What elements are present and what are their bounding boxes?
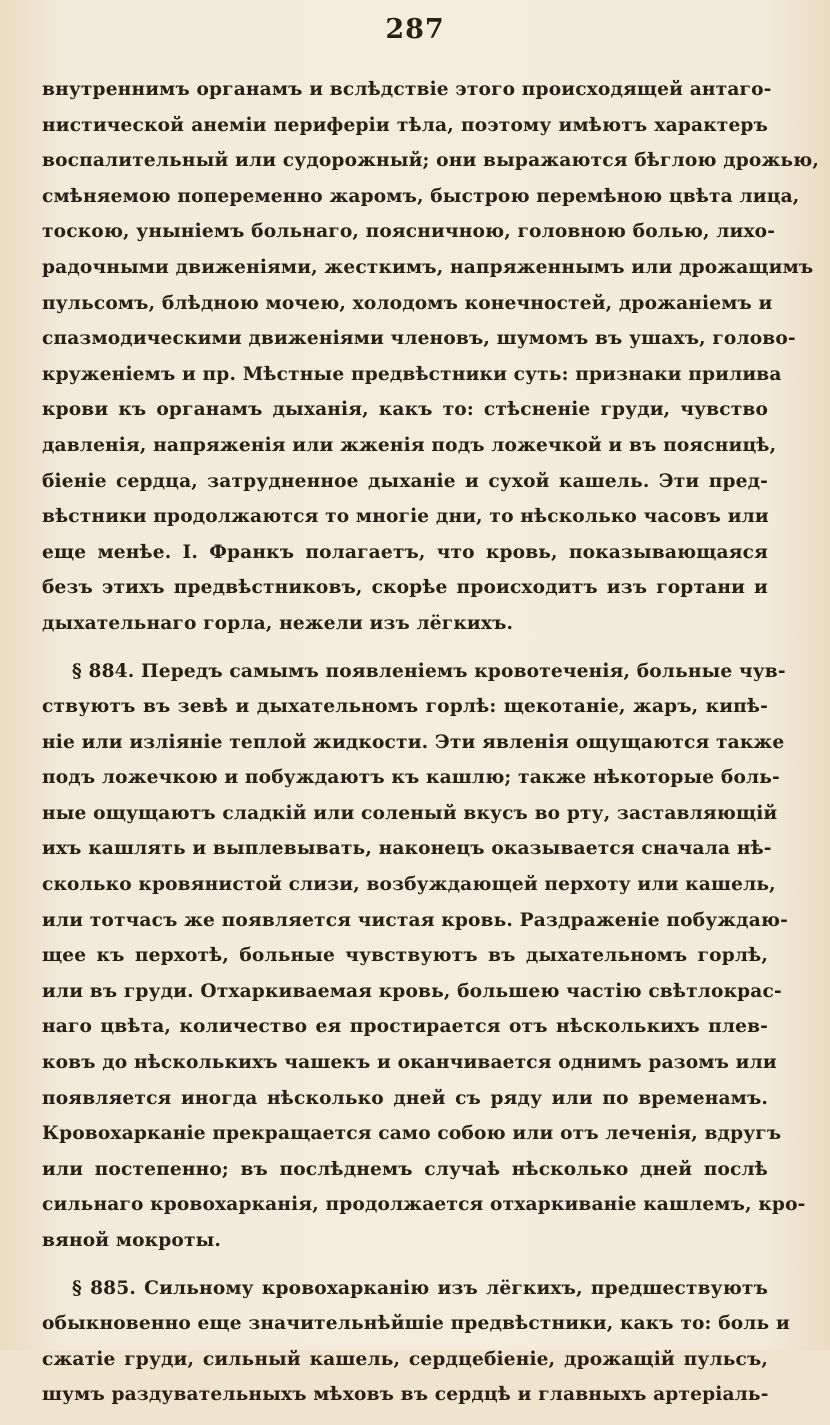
- text-line: нистической анеміи периферіи тѣла, поэтому имѣютъ характеръ: [42, 114, 768, 136]
- text-line: воспалительный или судорожный; они выражаются бѣглою дрожью,: [42, 150, 820, 172]
- text-line: или тотчасъ же появляется чистая кровь. Раздраженіе побуждаю-: [42, 909, 788, 931]
- text-line: ные ощущаютъ сладкій или соленый вкусъ во рту, заставляющій: [42, 802, 778, 824]
- text-line: Кровохарканіе прекращается само собою или отъ леченія, вдругъ: [42, 1123, 782, 1145]
- text-line: сильнаго кровохарканія, продолжается отхаркиваніе кашлемъ, кро-: [42, 1194, 806, 1216]
- body-text: [42, 72, 820, 1425]
- paragraph-884: [42, 654, 806, 1259]
- text-line: крови къ органамъ дыханія, какъ то: стѣсненіе груди, чувство: [42, 399, 768, 421]
- text-line: щее къ перхотѣ, больные чувствуютъ въ дыхательномъ горлѣ,: [42, 945, 768, 967]
- text-line: біеніе сердца, затрудненное дыханіе и сухой кашель. Эти пред-: [42, 470, 768, 492]
- text-line: ковъ до нѣсколькихъ чашекъ и оканчивается однимъ разомъ или: [42, 1052, 777, 1074]
- page-number: 287: [385, 14, 445, 45]
- text-line: шумъ раздувательныхъ мѣховъ въ сердцѣ и главныхъ артеріаль-: [42, 1384, 769, 1406]
- text-line: наго цвѣта, количество ея простирается отъ нѣсколькихъ плев-: [42, 1016, 768, 1038]
- text-line: пульсомъ, блѣдною мочею, холодомъ конечностей, дрожаніемъ и: [42, 292, 773, 314]
- text-line: § 885. Сильному кровохарканію изъ лёгкихъ, предшествуютъ: [72, 1277, 768, 1299]
- text-line: сжатіе груди, сильный кашель, сердцебіеніе, дрожащій пульсъ,: [42, 1348, 768, 1370]
- text-line: появляется иногда нѣсколько дней съ ряду или по временамъ.: [42, 1087, 768, 1109]
- text-line: дыхательнаго горла, нежели изъ лёгкихъ.: [42, 612, 514, 634]
- text-line: радочными движеніями, жесткимъ, напряженнымъ или дрожащимъ: [42, 256, 814, 278]
- text-line: подъ ложечкою и побуждаютъ къ кашлю; также нѣкоторые боль-: [42, 767, 780, 789]
- text-line: круженіемъ и пр. Мѣстные предвѣстники суть: признаки прилива: [42, 363, 782, 385]
- text-line: или въ груди. Отхаркиваемая кровь, большею частію свѣтлокрас-: [42, 980, 782, 1002]
- text-line: вяной мокроты.: [42, 1230, 222, 1251]
- text-line: ствуютъ въ зевѣ и дыхательномъ горлѣ: щекотаніе, жаръ, кипѣ-: [42, 696, 768, 718]
- text-line: или постепенно; въ послѣднемъ случаѣ нѣсколько дней послѣ: [42, 1158, 768, 1180]
- text-line: обыкновенно еще значительнѣйшіе предвѣстники, какъ то: боль и: [42, 1313, 790, 1335]
- text-line: тоскою, унынiемъ больнаго, поясничною, головною болью, лихо-: [42, 221, 776, 243]
- text-line: смѣняемою попеременно жаромъ, быстрою перемѣною цвѣта лица,: [42, 185, 800, 207]
- paragraph-1: [42, 72, 820, 642]
- text-line: спазмодическими движеніями членовъ, шумомъ въ ушахъ, голово-: [42, 328, 796, 350]
- text-line: безъ этихъ предвѣстниковъ, скорѣе происходитъ изъ гортани и: [42, 577, 768, 599]
- text-line: еще менѣе. І. Франкъ полагаетъ, что кровь, показывающаяся: [42, 541, 768, 563]
- text-line: внутреннимъ органамъ и вслѣдствіе этого происходящей антаго-: [42, 79, 772, 100]
- text-line: ихъ кашлять и выплевывать, наконецъ оказывается сначала нѣ-: [42, 838, 772, 860]
- paragraph-885: [42, 1271, 790, 1413]
- text-line: § 884. Передъ самымъ появленіемъ кровотеченія, больные чув-: [72, 660, 786, 682]
- text-line: сколько кровянистой слизи, возбуждающей перхоту или кашель,: [42, 874, 776, 896]
- text-line: ніе или изліяніе теплой жидкости. Эти явленія ощущаются также: [42, 731, 785, 753]
- text-line: давленія, напряженія или жженія подъ ложечкой и въ поясницѣ,: [42, 434, 777, 456]
- text-line: вѣстники продолжаются то многіе дни, то нѣсколько часовъ или: [42, 506, 769, 528]
